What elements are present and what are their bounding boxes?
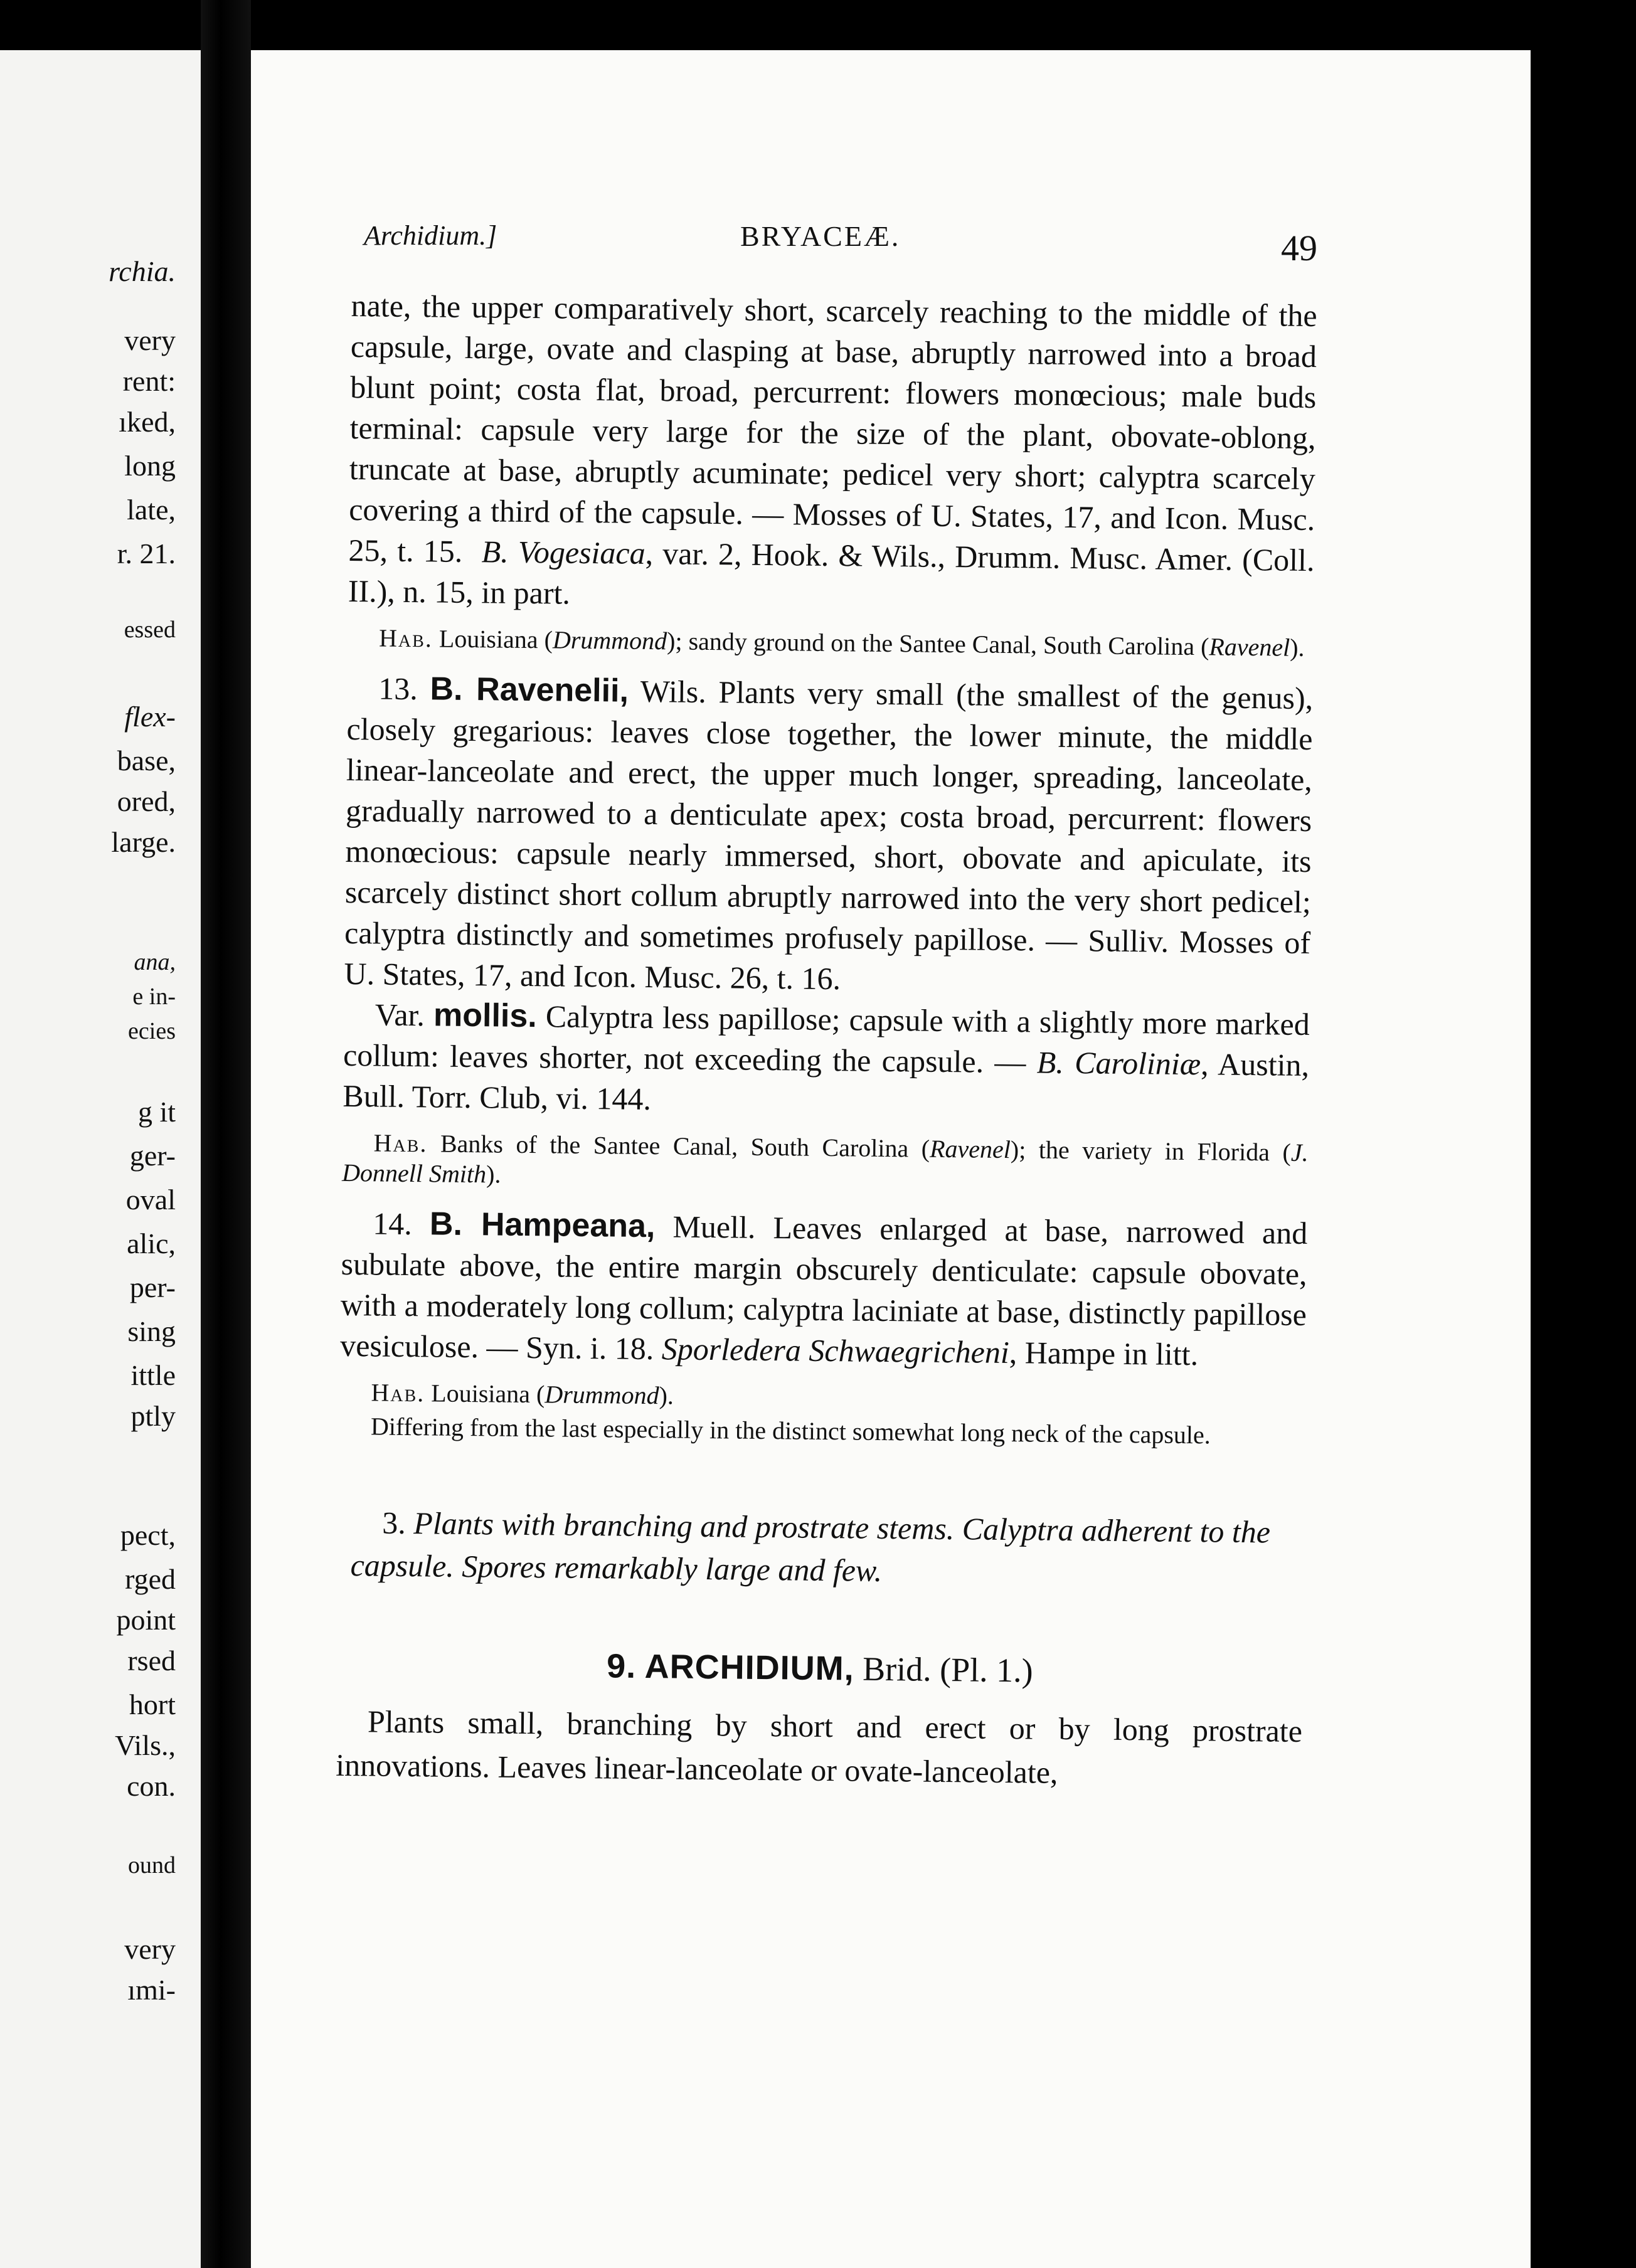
prev-fragment: rent: xyxy=(122,365,176,397)
prev-fragment: ana, xyxy=(134,949,176,975)
species-description: Plants very small (the smallest of the genus), closely gregarious: leaves close together, the lower minute, the middle linear-lanceolate and erect, the upper much longer, spreading, lanceolate, gradually narrowed to a denticulate apex; costa broad, percurrent: flowers monœcious: capsule nearly immersed, short, obovate and apiculate, its scarcely distinct short collum abruptly narrowed into the very short pedicel; calyptra distinctly and sometimes profusely papillose. — Sulliv. Mosses of U. States, 17, and Icon. Musc. 26, t. 16. xyxy=(344,674,1314,997)
species-number: 13. xyxy=(378,670,418,707)
variety-name: mollis. xyxy=(433,997,538,1035)
prev-fragment: point xyxy=(116,1604,176,1636)
prev-fragment: Vils., xyxy=(115,1729,176,1761)
species-12-continuation: nate, the upper comparatively short, scarcely reaching to the middle of the capsule, large, ovate and clasping at base, abruptly narrowed into a broad blunt point; costa flat, broad, percurrent: flowers monœcious; male buds terminal: capsule very large for the size of the plant, obovate-oblong, truncate at base, abruptly acuminate; pedicel very short; calyptra scarcely covering a third of the capsule. — Mosses of U. States, 17, and Icon. Musc. 25, t. 15. B. Vogesiaca, var. 2, Hook. & Wils., Drumm. Musc. Amer. (Coll. II.), n. 15, in part. xyxy=(348,287,1317,611)
synonym: Sporledera Schwaegricheni xyxy=(661,1331,1010,1370)
prev-fragment: ittle xyxy=(130,1359,176,1391)
prev-fragment: long xyxy=(124,450,176,482)
page-body xyxy=(336,285,1317,1797)
prev-fragment: per- xyxy=(129,1271,176,1303)
species-remark: Differing from the last especially in the distinct somewhat long neck of the capsule. xyxy=(370,1412,1211,1449)
page-number: 49 xyxy=(1281,228,1317,268)
species-author: Wils. xyxy=(628,673,707,709)
species-name: B. Ravenelii, xyxy=(430,670,629,709)
variety-entry: Var. mollis. Calyptra less papillose; capsule with a slightly more marked collum: leaves shorter, not exceeding the capsule. — B. Caroliniæ, Austin, Bull. Torr. Club, vi. 144. xyxy=(343,997,1310,1117)
prev-fragment: ound xyxy=(128,1852,176,1879)
prev-fragment: base, xyxy=(117,745,176,776)
species-name: B. Hampeana, xyxy=(429,1206,656,1245)
prev-fragment: large. xyxy=(111,826,176,858)
prev-fragment: ger- xyxy=(129,1140,176,1172)
synonym: B. Vogesiaca xyxy=(481,534,645,571)
species-number: 14. xyxy=(373,1206,413,1242)
previous-page-strip xyxy=(0,50,201,2268)
prev-fragment: ıked, xyxy=(119,406,176,438)
scan-border xyxy=(1531,0,1636,2268)
section-heading: 3. Plants with branching and prostrate stems. Calyptra adherent to the capsule. Spores remarkably large and few. xyxy=(350,1505,1271,1588)
prev-fragment: alic, xyxy=(127,1227,176,1259)
page-header xyxy=(364,213,1317,268)
synonym: B. Caroliniæ xyxy=(1036,1044,1201,1082)
habitat-note: Hab. Louisiana (Drummond); sandy ground on the Santee Canal, South Carolina (Ravenel). xyxy=(378,623,1305,662)
species-author: Muell. xyxy=(655,1209,756,1245)
prev-fragment: rged xyxy=(125,1563,176,1595)
prev-fragment: ımi- xyxy=(127,1974,176,2006)
family-title: BRYACEÆ. xyxy=(740,220,901,252)
species-description: Leaves enlarged at base, narrowed and subulate above, the entire margin obscurely denticulate: capsule obovate, with a moderately long collum; calyptra laciniate at base, distinctly papillose vesiculose. — Syn. i. 18. xyxy=(340,1209,1308,1367)
prev-fragment: rchia. xyxy=(109,255,176,287)
prev-fragment: rsed xyxy=(127,1645,176,1677)
species-13-entry xyxy=(344,668,1313,1004)
habitat-note: Hab. Louisiana (Drummond). xyxy=(371,1378,674,1410)
running-head: Archidium.] xyxy=(364,220,497,251)
prev-fragment: ptly xyxy=(130,1400,176,1432)
prev-fragment: very xyxy=(124,324,176,356)
prev-fragment: very xyxy=(124,1933,176,1965)
species-14-entry: 14. B. Hampeana, Muell. Leaves enlarged at base, narrowed and subulate above, the entire margin obscurely denticulate: capsule obovate, with a moderately long collum; calyptra laciniate at base, distinctly papillose vesiculose. — Syn. i. 18. Sporledera Schwaegricheni, Hampe in litt. xyxy=(340,1206,1308,1372)
prev-fragment: flex- xyxy=(124,701,176,733)
prev-fragment: pect, xyxy=(120,1519,176,1551)
prev-fragment: essed xyxy=(124,617,176,643)
prev-fragment: hort xyxy=(129,1688,176,1720)
prev-fragment: con. xyxy=(127,1770,176,1802)
prev-fragment: late, xyxy=(127,494,176,526)
prev-fragment: ored, xyxy=(117,785,176,817)
prev-fragment: sing xyxy=(127,1315,176,1347)
prev-fragment: g it xyxy=(137,1096,176,1128)
prev-fragment: oval xyxy=(125,1184,176,1216)
prev-fragment: ecies xyxy=(128,1018,176,1044)
prev-fragment: e in- xyxy=(132,983,176,1010)
genus-heading: 9. ARCHIDIUM, Brid. (Pl. 1.) xyxy=(606,1647,1034,1690)
book-gutter xyxy=(201,0,251,2268)
habitat-note: Hab. Banks of the Santee Canal, South Carolina (Ravenel); the variety in Florida (J. Donnell Smith). xyxy=(341,1128,1309,1189)
genus-name: ARCHIDIUM, xyxy=(644,1648,855,1688)
prev-fragment: r. 21. xyxy=(117,538,176,570)
genus-description: Plants small, branching by short and erect or by long prostrate innovations. Leaves linear-lanceolate or ovate-lanceolate, xyxy=(336,1704,1303,1790)
